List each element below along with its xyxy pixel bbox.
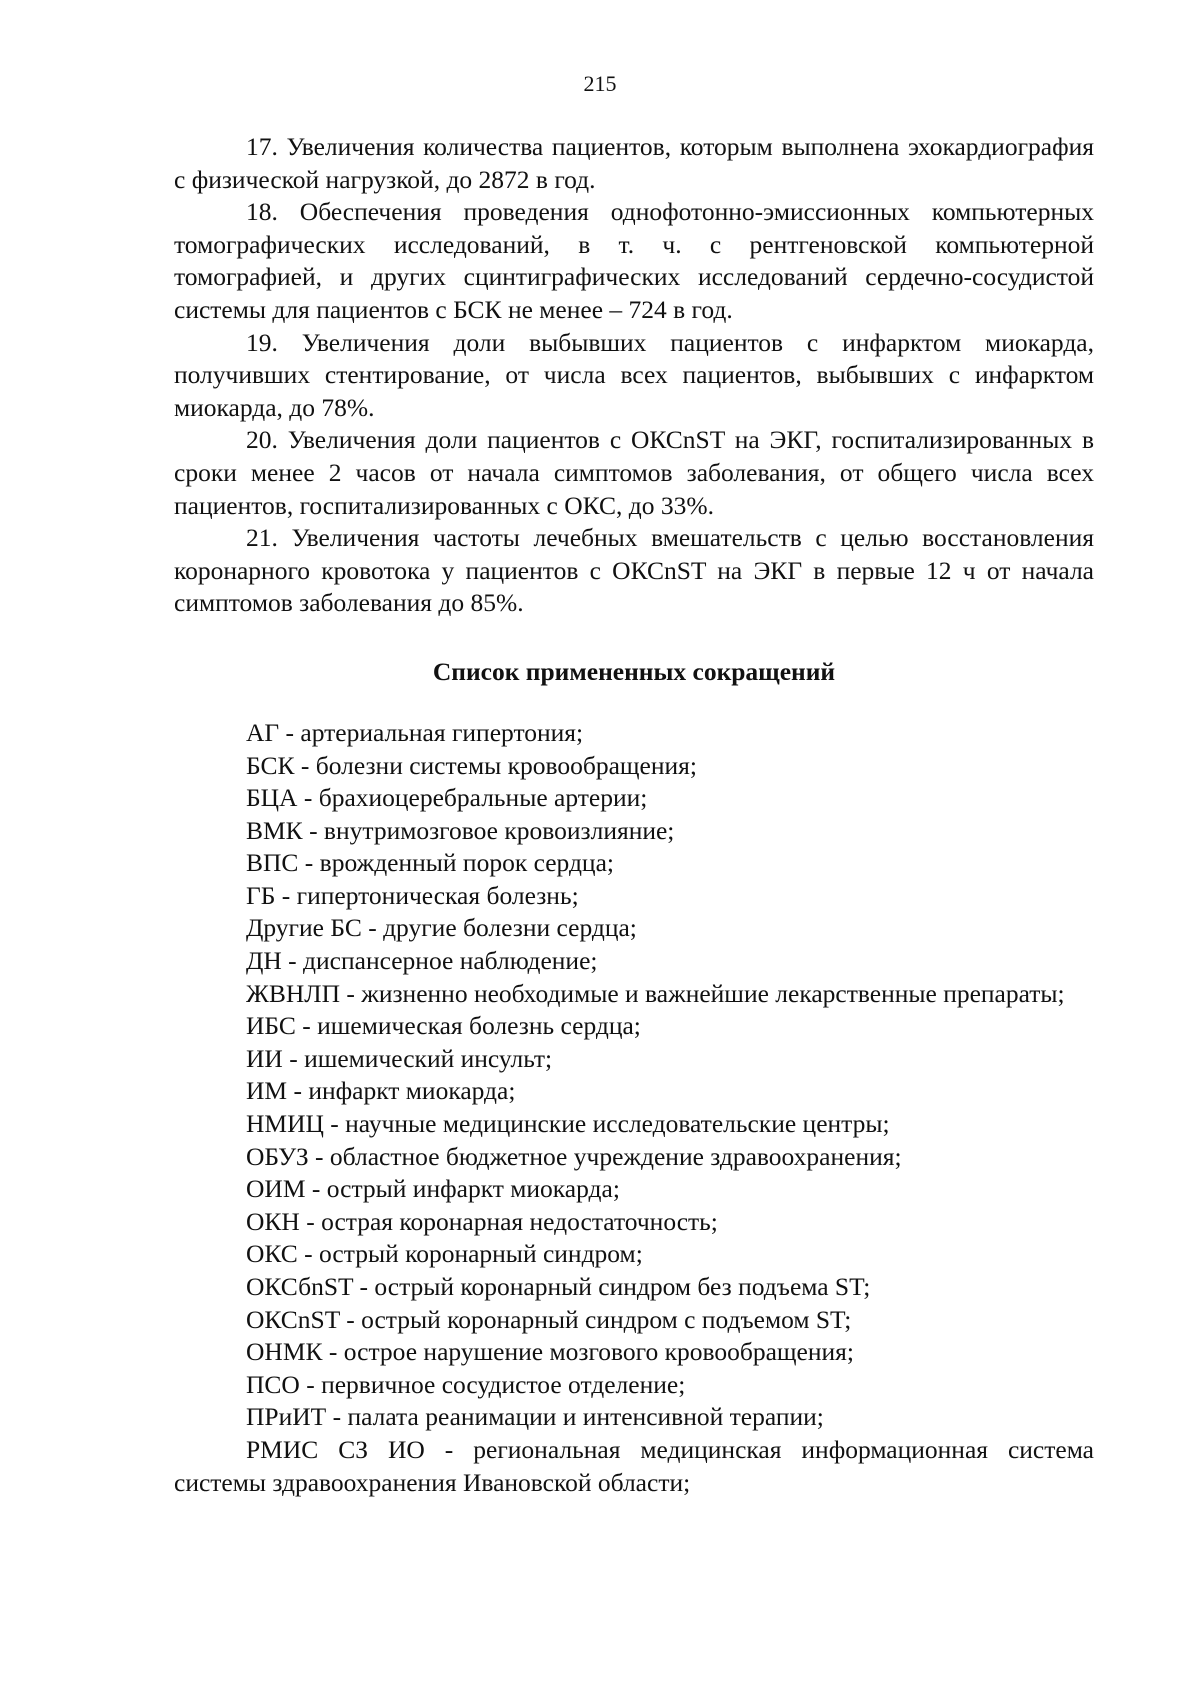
abbreviation-item: ВПС - врожденный порок сердца; bbox=[246, 848, 614, 878]
paragraph-item-19: 19. Увеличения доли выбывших пациентов с инфарктом миокарда, получивших стентирование, от числа всех пациентов, выбывших с инфарктом миокарда, до 78%. bbox=[174, 327, 1094, 422]
paragraph-item-21: 21. Увеличения частоты лечебных вмешательств с целью восстановления коронарного кровотока у пациентов с ОКСnST на ЭКГ в первые 12 ч от начала симптомов заболевания до 85%. bbox=[174, 523, 1094, 618]
abbreviation-item: АГ - артериальная гипертония; bbox=[246, 717, 584, 747]
abbreviation-item: НМИЦ - научные медицинские исследовательские центры; bbox=[246, 1109, 890, 1139]
abbreviation-item: ЖВНЛП - жизненно необходимые и важнейшие лекарственные препараты; bbox=[246, 978, 1065, 1008]
abbreviation-item: ГБ - гипертоническая болезнь; bbox=[246, 880, 579, 910]
abbreviation-item: ОКСбnST - острый коронарный синдром без подъема ST; bbox=[246, 1272, 871, 1301]
abbreviation-item: ОНМК - острое нарушение мозгового кровообращения; bbox=[246, 1337, 854, 1367]
abbreviation-item: ПРиИТ - палата реанимации и интенсивной терапии; bbox=[246, 1402, 824, 1432]
abbreviation-item: ОБУЗ - областное бюджетное учреждение здравоохранения; bbox=[246, 1141, 902, 1171]
abbreviation-item: ВМК - внутримозговое кровоизлияние; bbox=[246, 815, 675, 845]
abbreviation-item: ИБС - ишемическая болезнь сердца; bbox=[246, 1011, 641, 1041]
abbreviation-item: ОКН - острая коронарная недостаточность; bbox=[246, 1206, 718, 1236]
abbreviation-item: БЦА - брахиоцеребральные артерии; bbox=[246, 783, 648, 813]
abbreviation-item: РМИС СЗ ИО - региональная медицинская информационная система системы здравоохранения Ивановской области; bbox=[174, 1434, 1094, 1497]
abbreviation-item: ИМ - инфаркт миокарда; bbox=[246, 1076, 516, 1106]
abbreviations-heading: Список примененных сокращений bbox=[432, 656, 836, 686]
abbreviation-item: Другие БС - другие болезни сердца; bbox=[246, 913, 637, 943]
abbreviation-item: БСК - болезни системы кровообращения; bbox=[246, 750, 697, 780]
paragraph-item-18: 18. Обеспечения проведения однофотонно-эмиссионных компьютерных томографических исследований, в т. ч. с рентгеновской компьютерной томографией, и других сцинтиграфических исследований сердечно-сосудистой системы для пациентов с БСК не менее – 724 в год. bbox=[174, 197, 1094, 324]
paragraph-item-17: 17. Увеличения количества пациентов, которым выполнена эхокардиография с физической нагрузкой, до 2872 в год. bbox=[174, 132, 1094, 194]
abbreviations-list bbox=[174, 717, 1094, 1499]
page-content bbox=[174, 131, 1094, 1499]
abbreviation-item: ПСО - первичное сосудистое отделение; bbox=[246, 1369, 686, 1399]
abbreviation-item: ОКС - острый коронарный синдром; bbox=[246, 1239, 643, 1269]
page-number: 215 bbox=[583, 71, 617, 96]
abbreviation-item: ОИМ - острый инфаркт миокарда; bbox=[246, 1174, 620, 1204]
paragraph-item-20: 20. Увеличения доли пациентов с ОКСnST на ЭКГ, госпитализированных в сроки менее 2 часов от начала симптомов заболевания, от общего числа всех пациентов, госпитализированных с ОКС, до 33%. bbox=[174, 425, 1094, 520]
abbreviation-item: ДН - диспансерное наблюдение; bbox=[246, 946, 598, 976]
abbreviation-item: ИИ - ишемический инсульт; bbox=[246, 1043, 553, 1073]
abbreviation-item: ОКСnST - острый коронарный синдром с подъемом ST; bbox=[246, 1304, 852, 1334]
